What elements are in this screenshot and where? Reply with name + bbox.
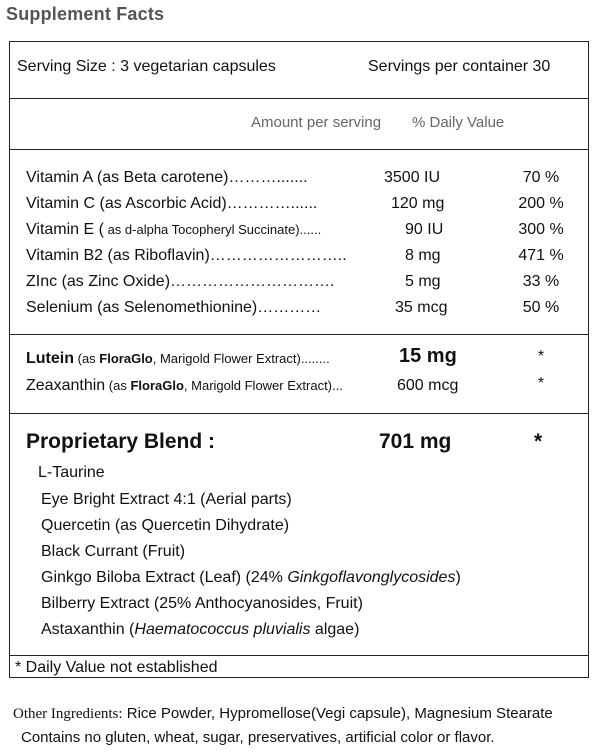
nutrient-dv: 70 %	[522, 169, 560, 186]
ingredient-italic: Haematococcus pluvialis	[134, 621, 311, 638]
nutrient-name-detail: , Marigold Flower Extract)...	[183, 378, 343, 393]
nutrient-name: Selenium (as Selenomethionine)…………	[26, 299, 322, 316]
divider	[10, 334, 588, 335]
nutrient-name: Vitamin C (as Ascorbic Acid)…………......	[26, 195, 318, 212]
brand-name: FloraGlo	[99, 351, 153, 366]
nutrient-name-source: (as	[105, 378, 131, 393]
divider	[10, 98, 588, 99]
ingredient-item: Eye Bright Extract 4:1 (Aerial parts)	[41, 491, 292, 508]
supplement-facts-panel	[9, 41, 589, 678]
nutrient-name-main: Lutein	[26, 350, 74, 367]
ingredient-text: Ginkgo Biloba Extract (Leaf) (24%	[41, 569, 288, 586]
nutrient-dv: *	[537, 375, 545, 392]
serving-size: Serving Size : 3 vegetarian capsules	[17, 58, 276, 75]
nutrient-name: Vitamin A (as Beta carotene)……….......	[26, 169, 308, 186]
nutrient-name: ZInc (as Zinc Oxide)………………………….	[26, 273, 335, 290]
ingredient-text: )	[455, 569, 461, 586]
nutrient-name-source: (as	[74, 351, 100, 366]
allergen-statement: Contains no gluten, wheat, sugar, preservatives, artificial color or flavor.	[21, 729, 495, 746]
nutrient-name	[26, 221, 321, 239]
ingredient-italic: Ginkgoflavonglycosides	[287, 569, 456, 586]
nutrient-amount: 120 mg	[391, 195, 445, 212]
divider	[10, 149, 588, 150]
nutrient-amount: 5 mg	[405, 273, 441, 290]
nutrient-dv: 300 %	[518, 221, 564, 238]
brand-name: FloraGlo	[130, 378, 184, 393]
nutrient-amount: 8 mg	[405, 247, 441, 264]
other-ingredients	[13, 705, 553, 723]
nutrient-dv: 33 %	[522, 273, 560, 290]
amount-header: Amount per serving	[251, 114, 382, 131]
nutrient-dv: 50 %	[522, 299, 560, 316]
divider	[10, 413, 588, 414]
ingredient-text: algae)	[310, 621, 360, 638]
ingredient-item: L-Taurine	[38, 464, 105, 481]
nutrient-amount: 35 mcg	[395, 299, 448, 316]
blend-dv: *	[534, 430, 543, 453]
blend-amount: 701 mg	[379, 430, 452, 453]
ingredient-text: Astaxanthin (	[41, 621, 135, 638]
nutrient-dv: *	[537, 348, 545, 365]
ingredient-item	[41, 569, 461, 587]
nutrient-name-main: Zeaxanthin	[26, 377, 106, 394]
nutrient-amount: 3500 IU	[384, 169, 441, 186]
ingredient-item: Black Currant (Fruit)	[41, 543, 186, 560]
nutrient-name: Vitamin B2 (as Riboflavin)……………………..	[26, 247, 347, 264]
nutrient-name-detail: , Marigold Flower Extract)........	[152, 351, 330, 366]
ingredient-item	[41, 621, 359, 639]
servings-per-container: Servings per container 30	[368, 58, 551, 75]
blend-title: Proprietary Blend :	[26, 430, 216, 453]
daily-value-header: % Daily Value	[412, 114, 505, 131]
ingredient-item: Quercetin (as Quercetin Dihydrate)	[41, 517, 290, 534]
nutrient-name-main: Vitamin E (	[26, 221, 104, 238]
nutrient-amount: 90 IU	[405, 221, 444, 238]
amount-value: 15 mg	[399, 345, 457, 367]
nutrient-dv: 200 %	[518, 195, 564, 212]
nutrient-dv: 471 %	[518, 247, 564, 264]
ingredient-item: Bilberry Extract (25% Anthocyanosides, Fruit)	[41, 595, 363, 612]
other-ingredients-label: Other Ingredients:	[13, 706, 123, 722]
panel-title: Supplement Facts	[6, 4, 165, 24]
divider	[10, 655, 588, 656]
nutrient-amount: 600 mcg	[397, 377, 459, 394]
nutrient-name-detail: as d-alpha Tocopheryl Succinate)......	[103, 222, 322, 237]
nutrient-name	[26, 350, 330, 368]
nutrient-name	[26, 377, 343, 395]
other-ingredients-list: Rice Powder, Hypromellose(Vegi capsule), Magnesium Stearate	[122, 705, 553, 722]
nutrient-amount	[399, 345, 457, 368]
footnote: * Daily Value not established	[15, 659, 218, 676]
